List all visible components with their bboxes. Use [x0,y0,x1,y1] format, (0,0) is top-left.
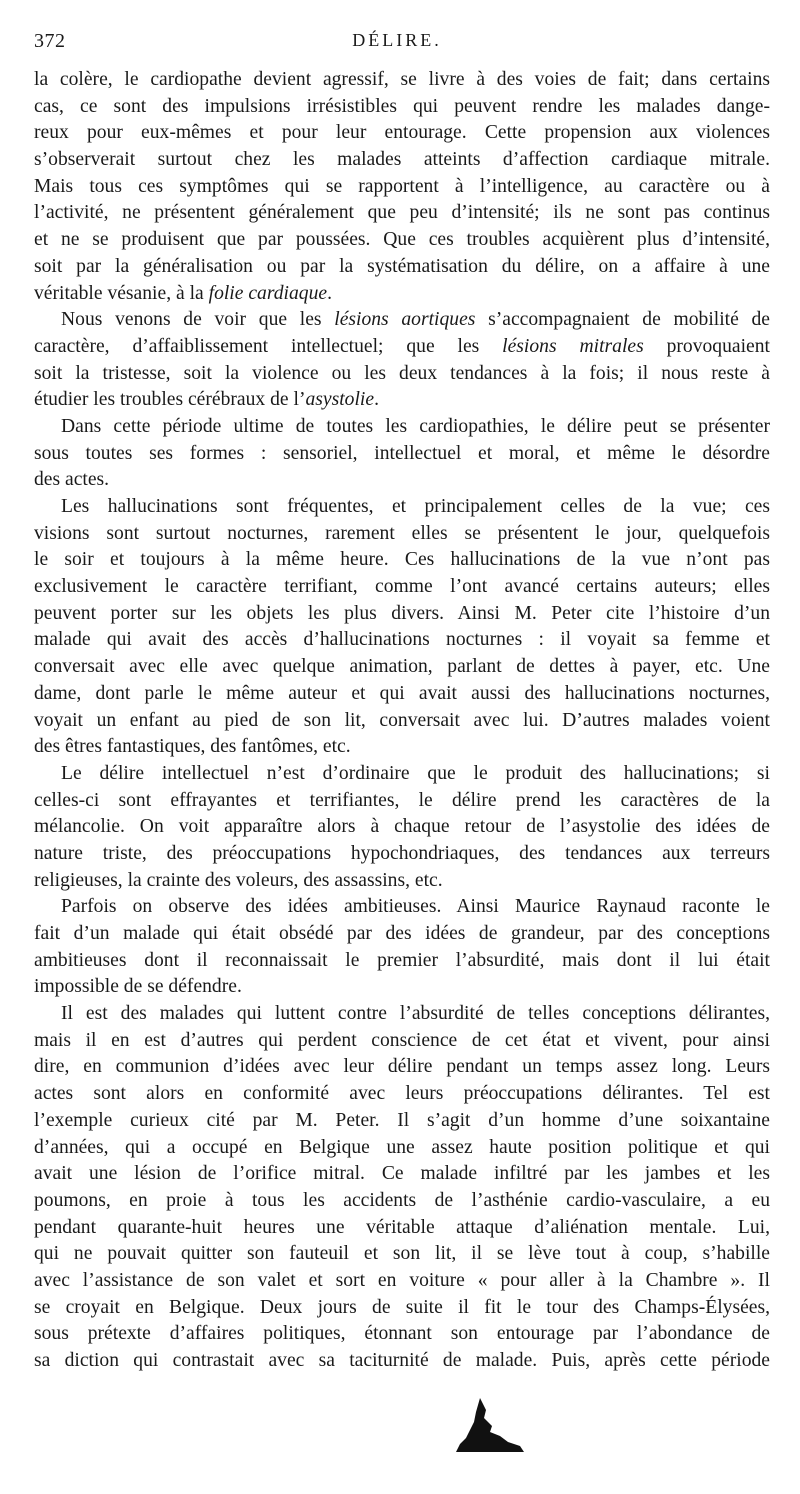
text-line: religieuses, la crainte des voleurs, des assassins, etc. [34,869,443,891]
text-line: visions sont surtout nocturnes, rarement elles se présentent le jour, quelquefois [34,522,770,544]
text-line: sous toutes ses formes : sensoriel, intellectuel et moral, et même le désordre [34,442,770,464]
text-line: se croyait en Belgique. Deux jours de suite il fit le tour des Champs-Élysées, [34,1296,770,1318]
text-line: avait une lésion de l’orifice mitral. Ce malade infiltré par les jambes et les [34,1163,770,1185]
text-line: des actes. [34,469,110,491]
text-line: Il est des malades qui luttent contre l’absurdité de telles conceptions délirantes, [61,1003,770,1025]
text-line: sous prétexte d’affaires politiques, étonnant son entourage par l’abondance de [34,1323,770,1345]
text-line [34,281,770,308]
text-line: fait d’un malade qui était obsédé par des idées de grandeur, par des conceptions [34,923,770,944]
text-line [34,334,770,361]
text-line [34,387,770,414]
text-line: ambitieuses dont il reconnaissait le premier l’absurdité, mais dont il lui était [34,949,770,971]
text-line: Dans cette période ultime de toutes les cardiopathies, le délire peut se présenter [61,415,770,437]
text-segment: . [327,282,332,304]
text-line: conversait avec elle avec quelque animation, parlant de dettes à payer, etc. Une [34,656,770,678]
text-line: Le délire intellectuel n’est d’ordinaire que le produit des hallucinations; si [61,762,770,784]
text-line: nature triste, des préoccupations hypochondriaques, des tendances aux terreurs [34,842,770,864]
text-line: s’observerait surtout chez les malades atteints d’affection cardiaque mitrale. [34,149,770,171]
text-line: exclusivement le caractère terrifiant, comme l’ont avancé certains auteurs; elles [34,576,770,598]
text-line: d’années, qui a occupé en Belgique une assez haute position politique et qui [34,1136,770,1158]
text-line: mais il en est d’autres qui perdent conscience de cet état et vivent, pour ainsi [34,1029,770,1051]
text-line: mélancolie. On voit apparaître alors à chaque retour de l’asystolie des idées de [34,816,770,838]
text-line: soit la tristesse, soit la violence ou les deux tendances à la fois; il nous reste à [34,362,770,384]
text-line: dire, en communion d’idées avec leur délire pendant un temps assez long. Leurs [34,1056,770,1078]
text-line: soit par la généralisation ou par la systématisation du délire, on a affaire à une [34,255,770,277]
italic-term: folie cardiaque [208,282,328,304]
text-segment: Nous venons de voir que les [61,309,335,331]
text-line: cas, ce sont des impulsions irrésistibles qui peuvent rendre les malades dange- [34,95,770,117]
text-segment: étudier les troubles cérébraux de l’ [34,389,306,411]
text-line: Mais tous ces symptômes qui se rapportent à l’intelligence, au caractère ou à [34,175,770,197]
text-line: impossible de se défendre. [34,976,242,998]
text-segment: caractère, d’affaiblissement intellectuel; que les [34,335,503,357]
italic-term: lésions mitrales [502,335,644,357]
text-line: l’activité, ne présentent généralement que peu d’intensité; ils ne sont pas continus [34,202,770,224]
text-line: pendant quarante-huit heures une véritable attaque d’aliénation mentale. Lui, [34,1216,770,1238]
text-line: dame, dont parle le même auteur et qui avait aussi des hallucinations nocturnes, [34,682,770,704]
italic-term: asystolie [305,389,375,411]
page-number: 372 [34,30,66,52]
text-line: avec l’assistance de son valet et sort en voiture « pour aller à la Chambre ». Il [34,1269,770,1291]
text-line: la colère, le cardiopathe devient agressif, se livre à des voies de fait; dans certains [34,69,770,90]
text-line: et ne se produisent que par poussées. Que ces troubles acquièrent plus d’intensité, [34,229,770,251]
text-line: l’exemple curieux cité par M. Peter. Il s’agit d’un homme d’une soixantaine [34,1109,770,1131]
text-line: sa diction qui contrastait avec sa taciturnité de malade. Puis, après cette période [34,1350,770,1371]
text-line [34,307,770,334]
text-line: actes sont alors en conformité avec leurs préoccupations délirantes. Tel est [34,1083,770,1105]
text-line: malade qui avait des accès d’hallucinations nocturnes : il voyait sa femme et [34,629,770,651]
text-segment: provoquaient [643,335,770,357]
body-text [34,67,770,1375]
text-line: Parfois on observe des idées ambitieuses. Ainsi Maurice Raynaud raconte le [61,896,770,918]
text-line: qui ne pouvait quitter son fauteuil et son lit, il se lève tout à coup, s’habille [34,1243,770,1265]
running-title: DÉLIRE. [352,30,442,50]
text-line: le soir et toujours à la même heure. Ces hallucinations de la vue n’ont pas [34,549,770,571]
printer-ornament-icon [454,1396,526,1454]
text-line: voyait un enfant au pied de son lit, conversait avec lui. D’autres malades voient [34,709,770,731]
text-segment: véritable vésanie, à la [34,282,209,304]
text-segment: s’accompagnaient de mobilité de [475,309,770,331]
text-line: des êtres fantastiques, des fantômes, etc. [34,736,351,758]
text-line: reux pour eux-mêmes et pour leur entourage. Cette propension aux violences [34,122,770,144]
text-line: celles-ci sont effrayantes et terrifiantes, le délire prend les caractères de la [34,789,770,811]
page-header [34,30,760,58]
text-line: Les hallucinations sont fréquentes, et principalement celles de la vue; ces [61,496,770,517]
text-line: peuvent porter sur les objets les plus divers. Ainsi M. Peter cite l’histoire d’un [34,602,770,624]
italic-term: lésions aortiques [334,309,476,331]
text-segment: . [374,389,379,411]
text-line: poumons, en proie à tous les accidents de l’asthénie cardio-vasculaire, a eu [34,1189,770,1211]
